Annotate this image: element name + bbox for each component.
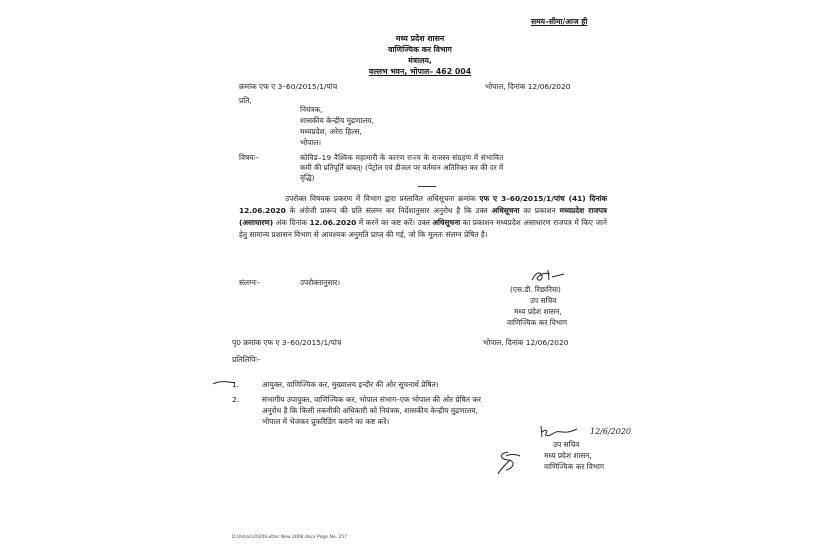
prati-label: प्रति, [239, 96, 252, 105]
addressee-line-3: मध्यप्रदेश, अरेरा हिल्स, [300, 127, 362, 136]
gov-heading: मध्य प्रदेश शासन [395, 34, 445, 43]
body-text-6: का प्रकाशन मध्यप्रदेश असाधारण राजपत्र में किए जाने हेतु सामान्य प्रशासन विभाग से आवश्यक अनुमति प्राप्त की गई, जो कि मूलतः संलग्न प्रेषित है। [239, 218, 607, 239]
body-emph-notification-2: अधिसूचना [432, 218, 461, 227]
gazette-date: 12.06.2020 [309, 218, 357, 227]
body-paragraph [239, 193, 607, 241]
body-text-5: में करने का कष्ट करें। उक्त [356, 218, 433, 227]
signatory-1-gov: मध्य प्रदेश शासन, [514, 307, 562, 316]
signatory-1-dept: वाणिज्यिक कर विभाग [507, 318, 568, 327]
letter-date: भोपाल, दिनांक 12/06/2020 [485, 82, 571, 91]
endorsement-date: भोपाल, दिनांक 12/06/2020 [483, 338, 569, 347]
signatory-2-gov: मध्य प्रदेश शासन, [544, 451, 592, 460]
signature-2-initials [538, 424, 578, 440]
body-emph-notification-1: अधिसूचना [491, 206, 520, 215]
copy-to-label: प्रतिलिपिः– [232, 355, 261, 364]
addressee-line-2: शासकीय केन्द्रीय मुद्रणालय, [300, 116, 374, 125]
gazette-name: मध्यप्रदेश राजपत्र (असाधारण) [239, 206, 607, 227]
handwritten-date: 12/6/2020 [590, 427, 632, 436]
copy-item-2-number: 2. [232, 395, 240, 404]
file-path-footer: D:\Aman\2020\Letter New 2008.docx Page No. 257 [232, 535, 347, 540]
subject-line-3: वृद्धि) [300, 173, 315, 182]
subject-line-2: कमी की प्रतिपूर्ति बाबत्। (पेट्रोल एवं डीजल पर वर्तमान अतिरिक्त कर की दर में [300, 163, 504, 172]
subject-label: विषयः– [239, 153, 259, 162]
signature-2-scrawl [494, 450, 522, 476]
signature-1 [528, 268, 568, 284]
enclosure-label: संलग्नः– [239, 278, 261, 287]
copy-item-2-line-1: संभागीय उपायुक्त, वाणिज्यिक कर, भोपाल संभाग–एक भोपाल की ओर प्रेषित कर [262, 395, 482, 404]
enclosure-value: उपरोक्तानुसार। [300, 278, 341, 287]
letter-number: क्रमांक एफ ए 3–60/2015/1/पांच [239, 82, 338, 91]
notification-number: एफ ए 3–60/2015/1/पांच (41) दिनांक 12.06.2020 [239, 194, 608, 215]
address-heading: वल्लभ भवन, भोपाल– 462 004 [368, 67, 472, 76]
subject-divider [418, 186, 436, 187]
addressee-line-4: भोपाल। [300, 138, 322, 147]
copy-item-2-line-3: भोपाल में भेजकर प्रूफरिडिंग कराने का कष्ट करें। [262, 417, 390, 426]
signatory-2-dept: वाणिज्यिक कर विभाग [544, 462, 605, 471]
ministry-heading: मंत्रालय, [408, 56, 432, 65]
signatory-1-designation: उप सचिव [530, 296, 557, 305]
copy-item-2-line-2: अनुरोध है कि किसी तकनीकी अधिकारी को नियंत्रक, शासकीय केन्द्रीय मुद्रणालय, [262, 406, 479, 415]
body-text-4: अंक दिनांक [273, 218, 310, 227]
copy-item-1-number: 1. [232, 380, 240, 389]
urgency-tag: समय–सीमा/आज ही [531, 17, 588, 26]
endorsement-number: पृ0 क्रमांक एफ ए 3–60/2015/1/पांच [232, 338, 342, 347]
body-text-1: उपरोक्त विषयक प्रकरण में विभाग द्वारा प्रस्तावित अधिसूचना क्रमांक [285, 194, 480, 203]
dept-heading: वाणिज्यिक कर विभाग [388, 45, 452, 54]
subject-line-1: कोविड–19 वैश्विक महामारी के कारण राज्य के राजस्व संग्रहण में संभावित [300, 153, 504, 162]
signatory-2-designation: उप सचिव [553, 440, 580, 449]
body-text-3: का प्रकाशन [519, 206, 560, 215]
signatory-1-name: (एस.डी. रिछारिया) [510, 285, 561, 294]
copy-item-1-text: आयुक्त, वाणिज्यिक कर, मुख्यालय इन्दौर की ओर सूचनार्थ प्रेषित। [262, 380, 439, 389]
body-text-2: के अंग्रेजी प्रारूप की प्रति संलग्न कर निर्देशानुसार अनुरोध है कि उक्त [285, 206, 492, 215]
addressee-line-1: नियंत्रक, [300, 105, 323, 114]
